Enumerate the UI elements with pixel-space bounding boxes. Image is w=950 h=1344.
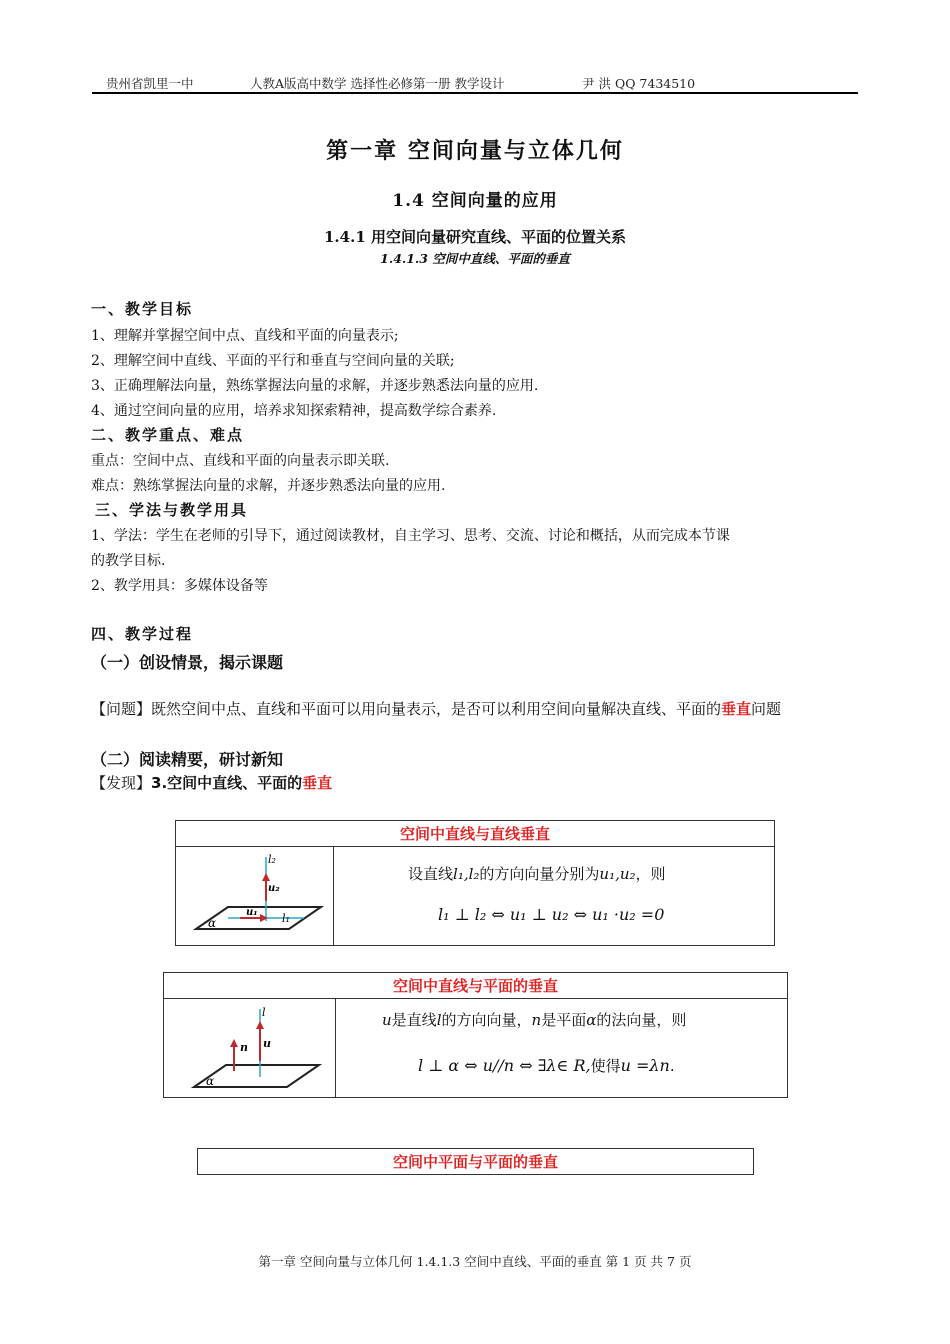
question-highlight: 垂直 bbox=[721, 700, 752, 718]
desc-l: l bbox=[436, 1011, 442, 1029]
subsubsection-title: 1.4.1.3 空间中直线、平面的垂直 bbox=[380, 251, 570, 266]
box1-formula: l₁ ⊥ l₂ ⇔ u₁ ⊥ u₂ ⇔ u₁ ·u₂ =0 bbox=[438, 905, 665, 924]
desc-end: ，则 bbox=[635, 865, 666, 883]
vector-u2-arrowhead bbox=[262, 873, 270, 881]
question-text: 既然空间中点、直线和平面可以用向量表示，是否可以利用空间向量解决直线、平面的 bbox=[151, 700, 722, 718]
formula-part-c: u =λn bbox=[620, 1056, 670, 1075]
keypoints-heading: 二、教学重点、难点 bbox=[91, 426, 245, 444]
label-u2: u₂ bbox=[268, 883, 280, 894]
label-n: n bbox=[240, 1041, 248, 1054]
label-alpha: α bbox=[206, 1074, 215, 1088]
chapter-title: 第一章 空间向量与立体几何 bbox=[326, 138, 624, 164]
discover-tag: 【发现】 bbox=[91, 774, 152, 792]
page-footer: 第一章 空间向量与立体几何 1.4.1.3 空间中直线、平面的垂直 第 1 页 共 7 页 bbox=[258, 1254, 692, 1269]
methods-heading: 三、学法与教学用具 bbox=[95, 501, 249, 519]
box2-formula bbox=[418, 1055, 675, 1076]
vector-u-arrowhead bbox=[256, 1021, 264, 1029]
desc-alpha: α bbox=[586, 1011, 597, 1029]
line-line-figure bbox=[176, 847, 333, 945]
formula-part-d: . bbox=[669, 1057, 675, 1075]
line-line-diagram bbox=[176, 847, 333, 945]
box1-title: 空间中直线与直线垂直 bbox=[176, 821, 775, 847]
desc-prefix: 设直线 bbox=[408, 865, 454, 883]
desc-text3: 是平面 bbox=[541, 1011, 587, 1029]
goal-item: 3、正确理解法向量，熟练掌握法向量的求解，并逐步熟悉法向量的应用. bbox=[91, 378, 539, 394]
question-tag: 【问题】 bbox=[91, 700, 152, 718]
label-l2: l₂ bbox=[268, 853, 276, 866]
vector-u1-arrowhead bbox=[260, 914, 268, 922]
part2-heading: （二）阅读精要，研讨新知 bbox=[91, 750, 284, 769]
desc-lines: l₁,l₂ bbox=[453, 865, 480, 883]
desc-n: n bbox=[531, 1011, 542, 1029]
methods-line: 的教学目标. bbox=[91, 553, 166, 569]
line-plane-perp-box bbox=[163, 972, 788, 1098]
box2-description bbox=[336, 999, 787, 1097]
box2-title: 空间中直线与平面的垂直 bbox=[164, 973, 788, 999]
goal-item: 2、理解空间中直线、平面的平行和垂直与空间向量的关联; bbox=[91, 353, 455, 369]
line-line-perp-box bbox=[175, 820, 775, 946]
line-plane-figure bbox=[164, 999, 335, 1097]
methods-line: 1、学法：学生在老师的引导下，通过阅读教材，自主学习、思考、交流、讨论和概括，从而完成本节课 bbox=[91, 528, 730, 544]
label-u: u bbox=[263, 1037, 271, 1050]
discover-text: 3.空间中直线、平面的 bbox=[151, 774, 303, 792]
formula-part-b: 使得 bbox=[590, 1057, 621, 1075]
process-heading: 四、教学过程 bbox=[91, 625, 194, 643]
line-plane-diagram bbox=[164, 999, 335, 1097]
plane-plane-perp-box bbox=[197, 1148, 754, 1175]
question-end: 问题 bbox=[751, 700, 782, 718]
box1-description bbox=[334, 847, 774, 945]
methods-line: 2、教学用具：多媒体设备等 bbox=[91, 578, 268, 594]
desc-text1: 是直线 bbox=[391, 1011, 437, 1029]
label-u1: u₁ bbox=[246, 907, 258, 918]
box1-desc-line bbox=[408, 863, 666, 884]
header-author: 尹 洪 QQ 7434510 bbox=[582, 76, 696, 91]
desc-text2: 的方向向量， bbox=[441, 1011, 532, 1029]
subsection-title: 1.4.1 用空间向量研究直线、平面的位置关系 bbox=[324, 228, 626, 246]
box3-title: 空间中平面与平面的垂直 bbox=[198, 1149, 754, 1175]
discover-paragraph bbox=[91, 772, 871, 793]
part1-heading: （一）创设情景，揭示课题 bbox=[91, 653, 284, 672]
goal-item: 1、理解并掌握空间中点、直线和平面的向量表示; bbox=[91, 328, 399, 344]
page-header bbox=[92, 72, 858, 94]
label-l: l bbox=[262, 1006, 266, 1019]
desc-mid: 的方向向量分别为 bbox=[479, 865, 600, 883]
desc-vectors: u₁,u₂ bbox=[599, 865, 636, 883]
desc-u: u bbox=[382, 1011, 392, 1029]
goals-heading: 一、教学目标 bbox=[91, 300, 194, 318]
discover-highlight: 垂直 bbox=[302, 774, 333, 792]
header-book: 人教A版高中数学 选择性必修第一册 教学设计 bbox=[250, 76, 505, 91]
box2-desc-line bbox=[382, 1009, 686, 1030]
focus-text: 重点：空间中点、直线和平面的向量表示即关联. bbox=[91, 453, 390, 469]
vector-n-arrowhead bbox=[230, 1039, 238, 1047]
header-school: 贵州省凯里一中 bbox=[106, 76, 194, 91]
difficulty-text: 难点：熟练掌握法向量的求解，并逐步熟悉法向量的应用. bbox=[91, 478, 446, 494]
formula-part-a: l ⊥ α ⇔ u//n ⇔ ∃λ∈ R, bbox=[418, 1056, 591, 1075]
desc-text4: 的法向量，则 bbox=[596, 1011, 687, 1029]
section-title: 1.4 空间向量的应用 bbox=[392, 191, 558, 211]
goal-item: 4、通过空间向量的应用，培养求知探索精神，提高数学综合素养. bbox=[91, 403, 497, 419]
label-l1: l₁ bbox=[282, 912, 290, 925]
label-alpha: α bbox=[208, 916, 217, 930]
question-paragraph bbox=[91, 698, 871, 719]
